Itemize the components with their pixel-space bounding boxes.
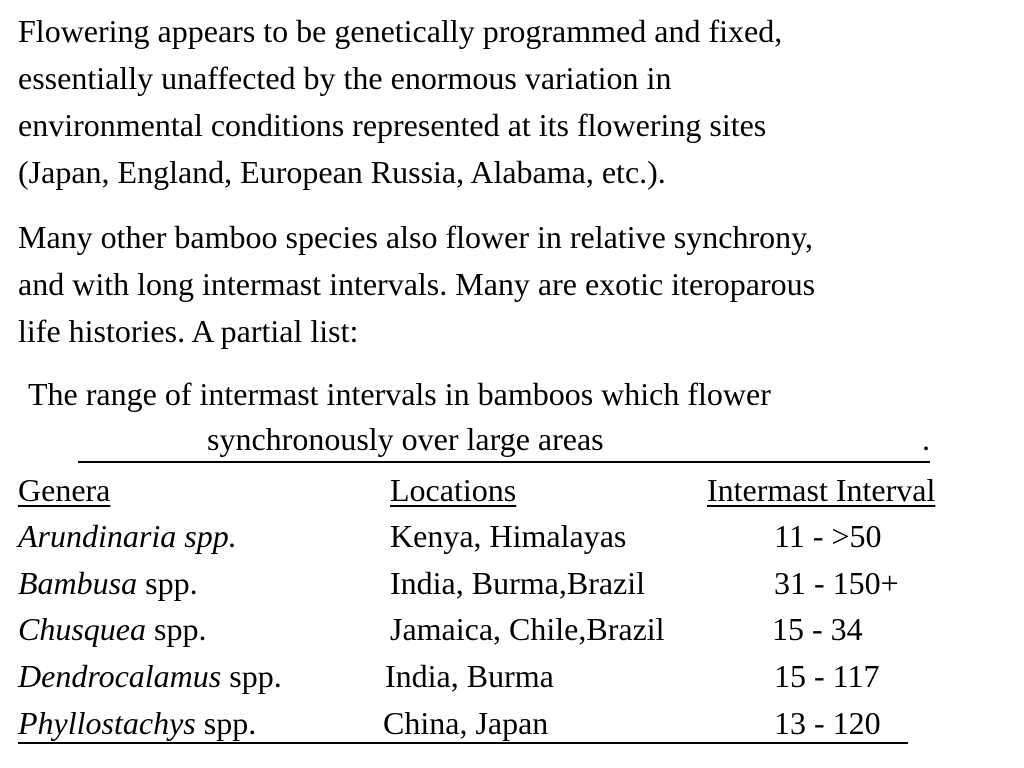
caption-period: . [922,421,930,457]
table-header-row [0,467,1024,513]
genus-suffix: spp. [137,565,198,601]
interval-cell: 11 - >50 [774,518,882,554]
table-row [0,513,1024,559]
second-paragraph [18,214,1018,355]
text-line: environmental conditions represented at its flowering sites [18,107,767,143]
genus-name: Arundinaria spp. [18,518,237,554]
header-interval: Intermast Interval [707,472,936,508]
text-line: Many other bamboo species also flower in relative synchrony, [18,219,814,255]
header-genera: Genera [18,472,111,508]
interval-cell: 31 - 150+ [774,565,899,601]
text-line: (Japan, England, European Russia, Alabama, etc.). [18,154,666,190]
interval-cell: 13 - 120 [774,705,881,741]
location-cell: China, Japan [383,705,549,741]
genus-cell [18,513,237,559]
interval-cell: 15 - 117 [774,658,880,694]
caption-line: The range of intermast intervals in bamboos which flower [28,376,771,412]
genus-suffix: spp. [195,705,257,741]
caption-line: synchronously over large areas [207,421,604,457]
genus-cell [18,560,198,606]
caption-underlined-line [78,419,930,463]
genus-name: Phyllostachys [18,705,196,741]
table-row [0,560,1024,606]
text-line: life histories. A partial list: [18,313,359,349]
text-line: essentially unaffected by the enormous variation in [18,60,672,96]
genus-name: Bambusa [18,565,138,601]
header-locations: Locations [390,472,517,508]
table-row [0,606,1024,652]
location-cell: Jamaica, Chile,Brazil [390,611,665,647]
intro-paragraph [18,8,1018,196]
genus-cell [18,700,256,746]
text-line: and with long intermast intervals. Many are exotic iteroparous [18,266,816,302]
location-cell: India, Burma,Brazil [390,565,646,601]
text-line: Flowering appears to be genetically programmed and fixed, [18,13,783,49]
table-row [0,700,1024,746]
genus-cell [18,653,282,699]
genus-suffix: spp. [221,658,282,694]
genus-name: Chusquea [18,611,146,647]
interval-cell: 15 - 34 [772,611,863,647]
table-row [0,653,1024,699]
table-bottom-rule [18,742,908,744]
genus-cell [18,606,206,652]
location-cell: Kenya, Himalayas [390,518,627,554]
genus-name: Dendrocalamus [18,658,222,694]
genus-suffix: spp. [146,611,207,647]
location-cell: India, Burma [385,658,554,694]
